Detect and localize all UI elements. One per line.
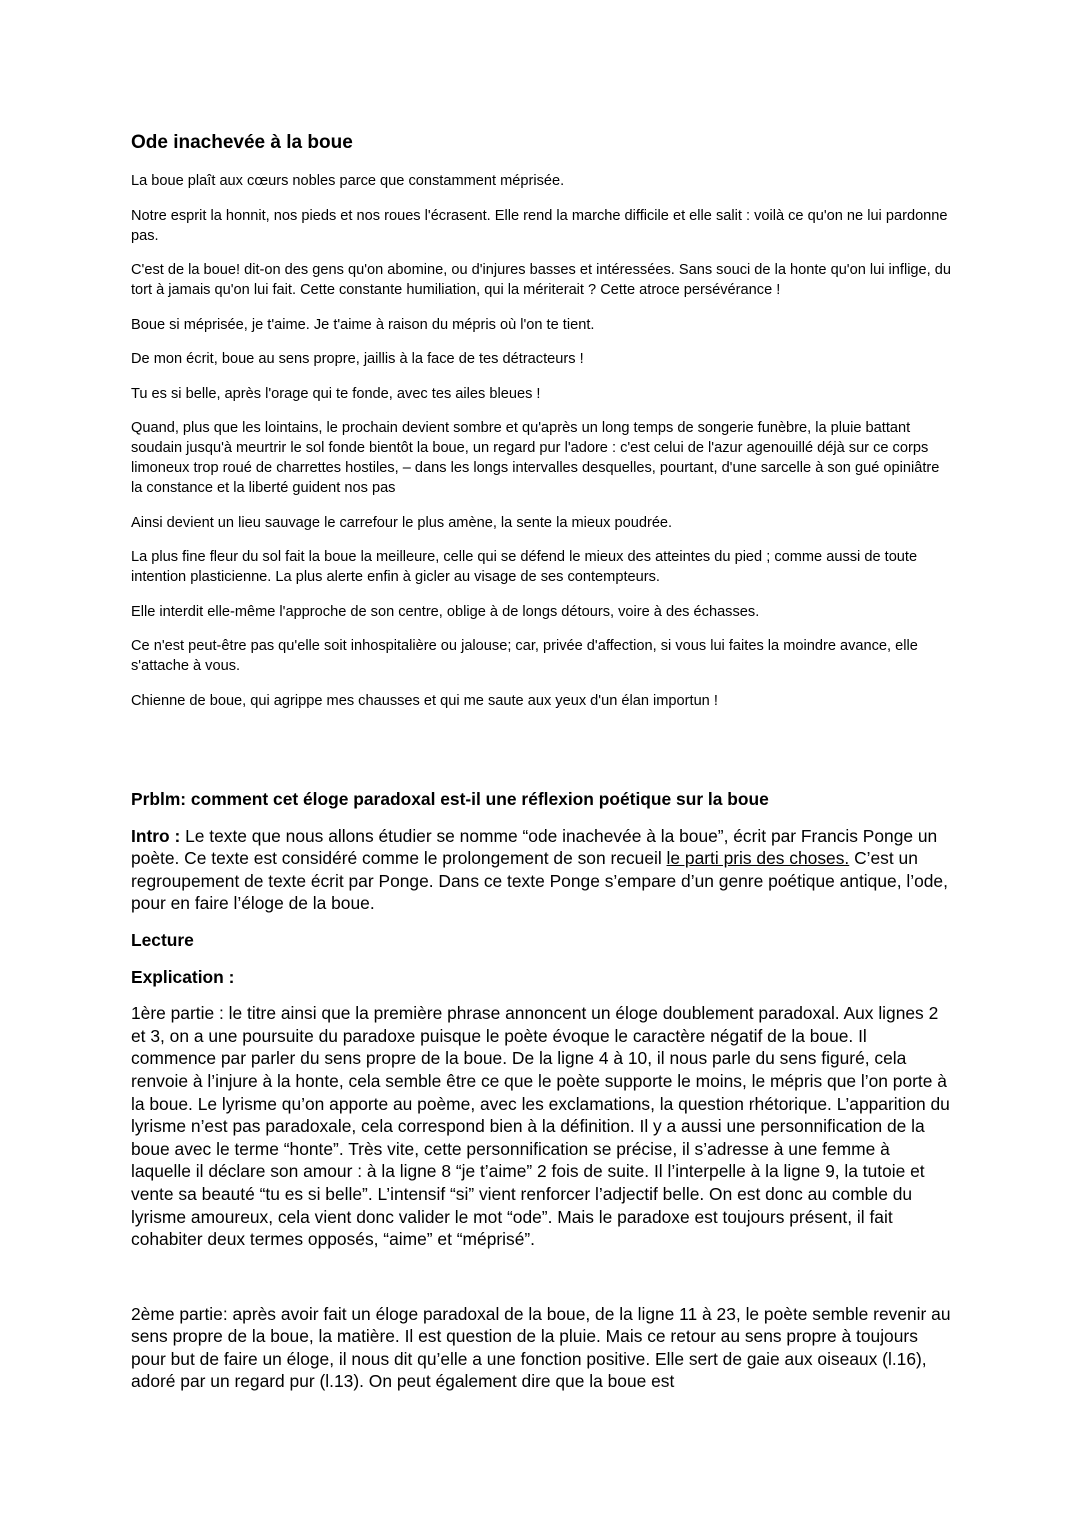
- intro-label: Intro :: [131, 825, 181, 846]
- poem-body: [131, 171, 951, 725]
- intro-text: Le texte que nous allons étudier se nomme “ode inachevée à la boue”, écrit par Francis Ponge un poète. Ce texte est considéré comme le prolongement de son recueil: [131, 825, 938, 869]
- lecture-heading: Lecture: [131, 929, 194, 950]
- poem-paragraph: Ce n'est peut-être pas qu'elle soit inhospitalière ou jalouse; car, privée d'affection, si vous lui faites la moindre avance, elle s'attache à vous.: [131, 638, 918, 674]
- poem-paragraph: La plus fine fleur du sol fait la boue la meilleure, celle qui se défend le mieux des atteintes du pied ; comme aussi de toute intention plasticienne. La plus alerte enfin à gicler au visage de ses contempteurs.: [131, 549, 918, 585]
- poem-title: Ode inachevée à la boue: [131, 132, 353, 153]
- part-two-paragraph: 2ème partie: après avoir fait un éloge paradoxal de la boue, de la ligne 11 à 23, le poète semble revenir au sens propre de la boue, la matière. Il est question de la pluie. Mais ce retour au sens propre à toujours pour but de faire un éloge, il nous dit qu’elle a une fonction positive. Elle sert de gaie aux oiseaux (l.16), adoré par un regard pur (l.13). On peut également dire que la boue est: [131, 1303, 951, 1392]
- poem-paragraph: Boue si méprisée, je t'aime. Je t'aime à raison du mépris où l'on te tient.: [131, 316, 595, 333]
- poem-paragraph: Elle interdit elle-même l'approche de son centre, oblige à de longs détours, voire à des échasses.: [131, 603, 760, 620]
- poem-paragraph: La boue plaît aux cœurs nobles parce que constamment méprisée.: [131, 173, 565, 189]
- poem-paragraph: Quand, plus que les lointains, le prochain devient sombre et qu'après un long temps de songerie funèbre, la pluie battant soudain jusqu'à meurtrir le sol fonde bientôt la boue, un regard pur l'adore : c'est celui de l'azur agenouillé déjà sur ce corps limoneux trop roué de charrettes hostiles, – dans les longs intervalles desquelles, pourtant, d'une sarcelle à son gué opiniâtre la constance et la liberté guident nos pas: [131, 420, 940, 496]
- poem-paragraph: Chienne de boue, qui agrippe mes chausses et qui me saute aux yeux d'un élan importun !: [131, 692, 718, 709]
- part-one-paragraph: 1ère partie : le titre ainsi que la première phrase annoncent un éloge doublement paradoxal. Aux lignes 2 et 3, on a une poursuite du paradoxe puisque le poète évoque le caractère négatif de la boue. Il commence par parler du sens propre de la boue. De la ligne 4 à 10, il nous parle du sens figuré, cela renvoie à l’injure à la honte, cela semble être ce que le poète supporte le moins, le mépris que l’on porte à la boue. Le lyrisme qu’on apporte au poème, avec les exclamations, la question rhétorique. L’apparition du lyrisme n’est pas paradoxale, cela correspond bien à la définition. Il y a aussi une personnification de la boue avec le terme “honte”. Très vite, cette personnification se précise, il s’adresse à une femme à laquelle il déclare son amour : à la ligne 8 “je t’aime” 2 fois de suite. Il l’interpelle à la ligne 9, la tutoie et vente sa beauté “tu es si belle”. L’intensif “si” vient renforcer l’adjectif belle. On est donc au comble du lyrisme amoureux, cela vient donc valider le mot “ode”. Mais le paradoxe est toujours présent, il fait cohabiter deux termes opposés, “aime” et “méprisé”.: [131, 1003, 950, 1250]
- poem-paragraph: C'est de la boue! dit-on des gens qu'on abomine, ou d'injures basses et intéressées. Sans souci de la honte qu'on lui inflige, du tort à jamais qu'on lui fait. Cette constante humiliation, qui la mériterait ? Cette atroce persévérance !: [131, 262, 952, 298]
- intro-text-continued: C’est un regroupement de texte écrit par Ponge. Dans ce texte Ponge s’empare d’un genre poétique antique, l’ode, pour en faire l’éloge de la boue.: [131, 848, 948, 914]
- intro-paragraph: [131, 825, 951, 915]
- book-title: le parti pris des choses.: [666, 848, 850, 869]
- poem-paragraph: Notre esprit la honnit, nos pieds et nos roues l'écrasent. Elle rend la marche difficile et elle salit : voilà ce qu'on ne lui pardonne pas.: [131, 207, 948, 244]
- poem-paragraph: De mon écrit, boue au sens propre, jaillis à la face de tes détracteurs !: [131, 351, 584, 367]
- problematique-heading: Prblm: comment cet éloge paradoxal est-il une réflexion poétique sur la boue: [131, 789, 769, 809]
- poem-paragraph: Ainsi devient un lieu sauvage le carrefour le plus amène, la sente la mieux poudrée.: [131, 514, 673, 531]
- explication-heading: Explication :: [131, 966, 235, 987]
- poem-paragraph: Tu es si belle, après l'orage qui te fonde, avec tes ailes bleues !: [131, 385, 541, 402]
- analysis-section: [131, 788, 951, 1393]
